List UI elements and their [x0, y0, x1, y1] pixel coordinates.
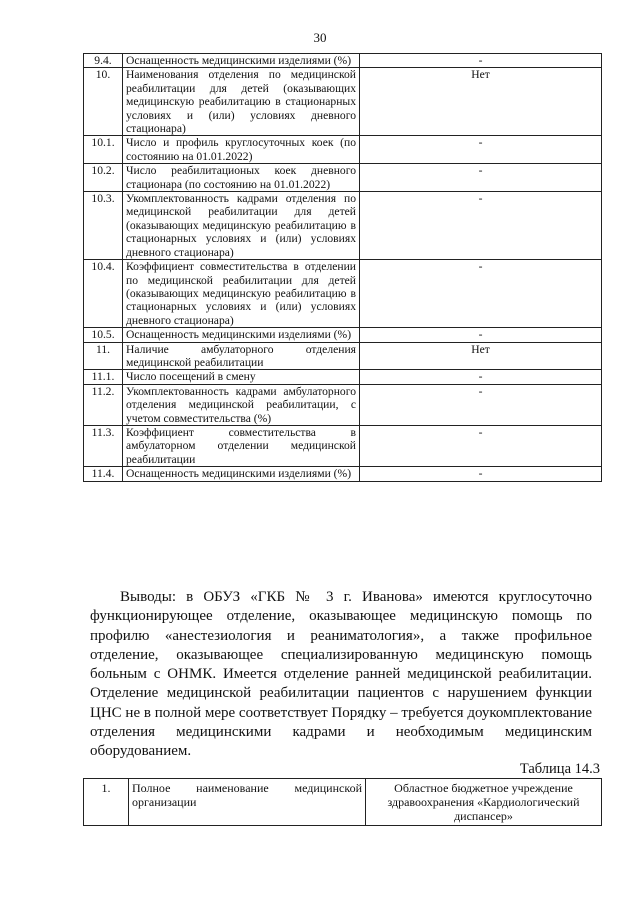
table-row	[84, 136, 602, 164]
indicators-table	[83, 53, 602, 482]
organization-table	[83, 778, 602, 826]
row-value: -	[360, 384, 602, 425]
row-name: Коэффициент совместительства в отделении по медицинской реабилитации для детей (оказывающих медицинскую реабилитацию в стационарных условиях и (или) условиях дневного стационара)	[123, 260, 360, 328]
row-value: Областное бюджетное учреждение здравоохранения «Кардиологический диспансер»	[366, 779, 602, 826]
table-row	[84, 425, 602, 466]
row-number: 11.1.	[84, 370, 123, 384]
row-name: Число и профиль круглосуточных коек (по состоянию на 01.01.2022)	[123, 136, 360, 164]
table-row	[84, 54, 602, 68]
table-row	[84, 68, 602, 136]
row-number: 10.2.	[84, 164, 123, 192]
row-name: Число посещений в смену	[123, 370, 360, 384]
row-number: 11.3.	[84, 425, 123, 466]
row-value: -	[360, 467, 602, 481]
row-number: 11.4.	[84, 467, 123, 481]
row-number: 1.	[84, 779, 129, 826]
table-row	[84, 384, 602, 425]
row-name: Укомплектованность кадрами отделения по медицинской реабилитации для детей (оказывающих медицинскую реабилитацию в стационарных условиях и (или) условиях дневного стационара)	[123, 192, 360, 260]
row-value: -	[360, 164, 602, 192]
table-row	[84, 328, 602, 342]
table-row	[84, 342, 602, 370]
table-row	[84, 779, 602, 826]
row-name: Оснащенность медицинскими изделиями (%)	[123, 328, 360, 342]
conclusion-paragraph: Выводы: в ОБУЗ «ГКБ № 3 г. Иванова» имеются круглосуточно функционирующее отделение, оказывающее медицинскую помощь по профилю «анестезиология и реаниматология», а также профильное отделение, оказывающее специализированную медицинскую помощь больным с ОНМК. Имеется отделение ранней медицинской реабилитации. Отделение медицинской реабилитации пациентов с нарушением функции ЦНС не в полной мере соответствует Порядку – требуется доукомплектование отделения медицинскими кадрами и необходимым медицинским оборудованием.	[90, 589, 592, 760]
row-number: 10.1.	[84, 136, 123, 164]
page-number: 30	[313, 30, 327, 45]
row-name: Оснащенность медицинскими изделиями (%)	[123, 54, 360, 68]
row-value: -	[360, 136, 602, 164]
row-value: Нет	[360, 342, 602, 370]
row-number: 10.5.	[84, 328, 123, 342]
row-name: Число реабилитационых коек дневного стационара (по состоянию на 01.01.2022)	[123, 164, 360, 192]
row-number: 11.2.	[84, 384, 123, 425]
row-name: Укомплектованность кадрами амбулаторного отделения медицинской реабилитации, с учетом совместительства (%)	[123, 384, 360, 425]
row-value: -	[360, 54, 602, 68]
table-row	[84, 370, 602, 384]
row-name: Коэффициент совместительства в амбулаторном отделении медицинской реабилитации	[123, 425, 360, 466]
row-value: -	[360, 260, 602, 328]
row-value: -	[360, 370, 602, 384]
table-caption: Таблица 14.3	[519, 761, 600, 777]
row-number: 9.4.	[84, 54, 123, 68]
table-row	[84, 164, 602, 192]
row-number: 11.	[84, 342, 123, 370]
row-value: Нет	[360, 68, 602, 136]
table-row	[84, 260, 602, 328]
table-row	[84, 467, 602, 481]
row-value: -	[360, 192, 602, 260]
row-name: Полное наименование медицинской организации	[129, 779, 366, 826]
row-number: 10.4.	[84, 260, 123, 328]
row-number: 10.	[84, 68, 123, 136]
row-name: Наименования отделения по медицинской реабилитации для детей (оказывающих медицинскую реабилитацию в стационарных условиях и (или) условиях дневного стационара)	[123, 68, 360, 136]
row-value: -	[360, 328, 602, 342]
table-row	[84, 192, 602, 260]
row-number: 10.3.	[84, 192, 123, 260]
row-value: -	[360, 425, 602, 466]
row-name: Наличие амбулаторного отделения медицинской реабилитации	[123, 342, 360, 370]
row-name: Оснащенность медицинскими изделиями (%)	[123, 467, 360, 481]
